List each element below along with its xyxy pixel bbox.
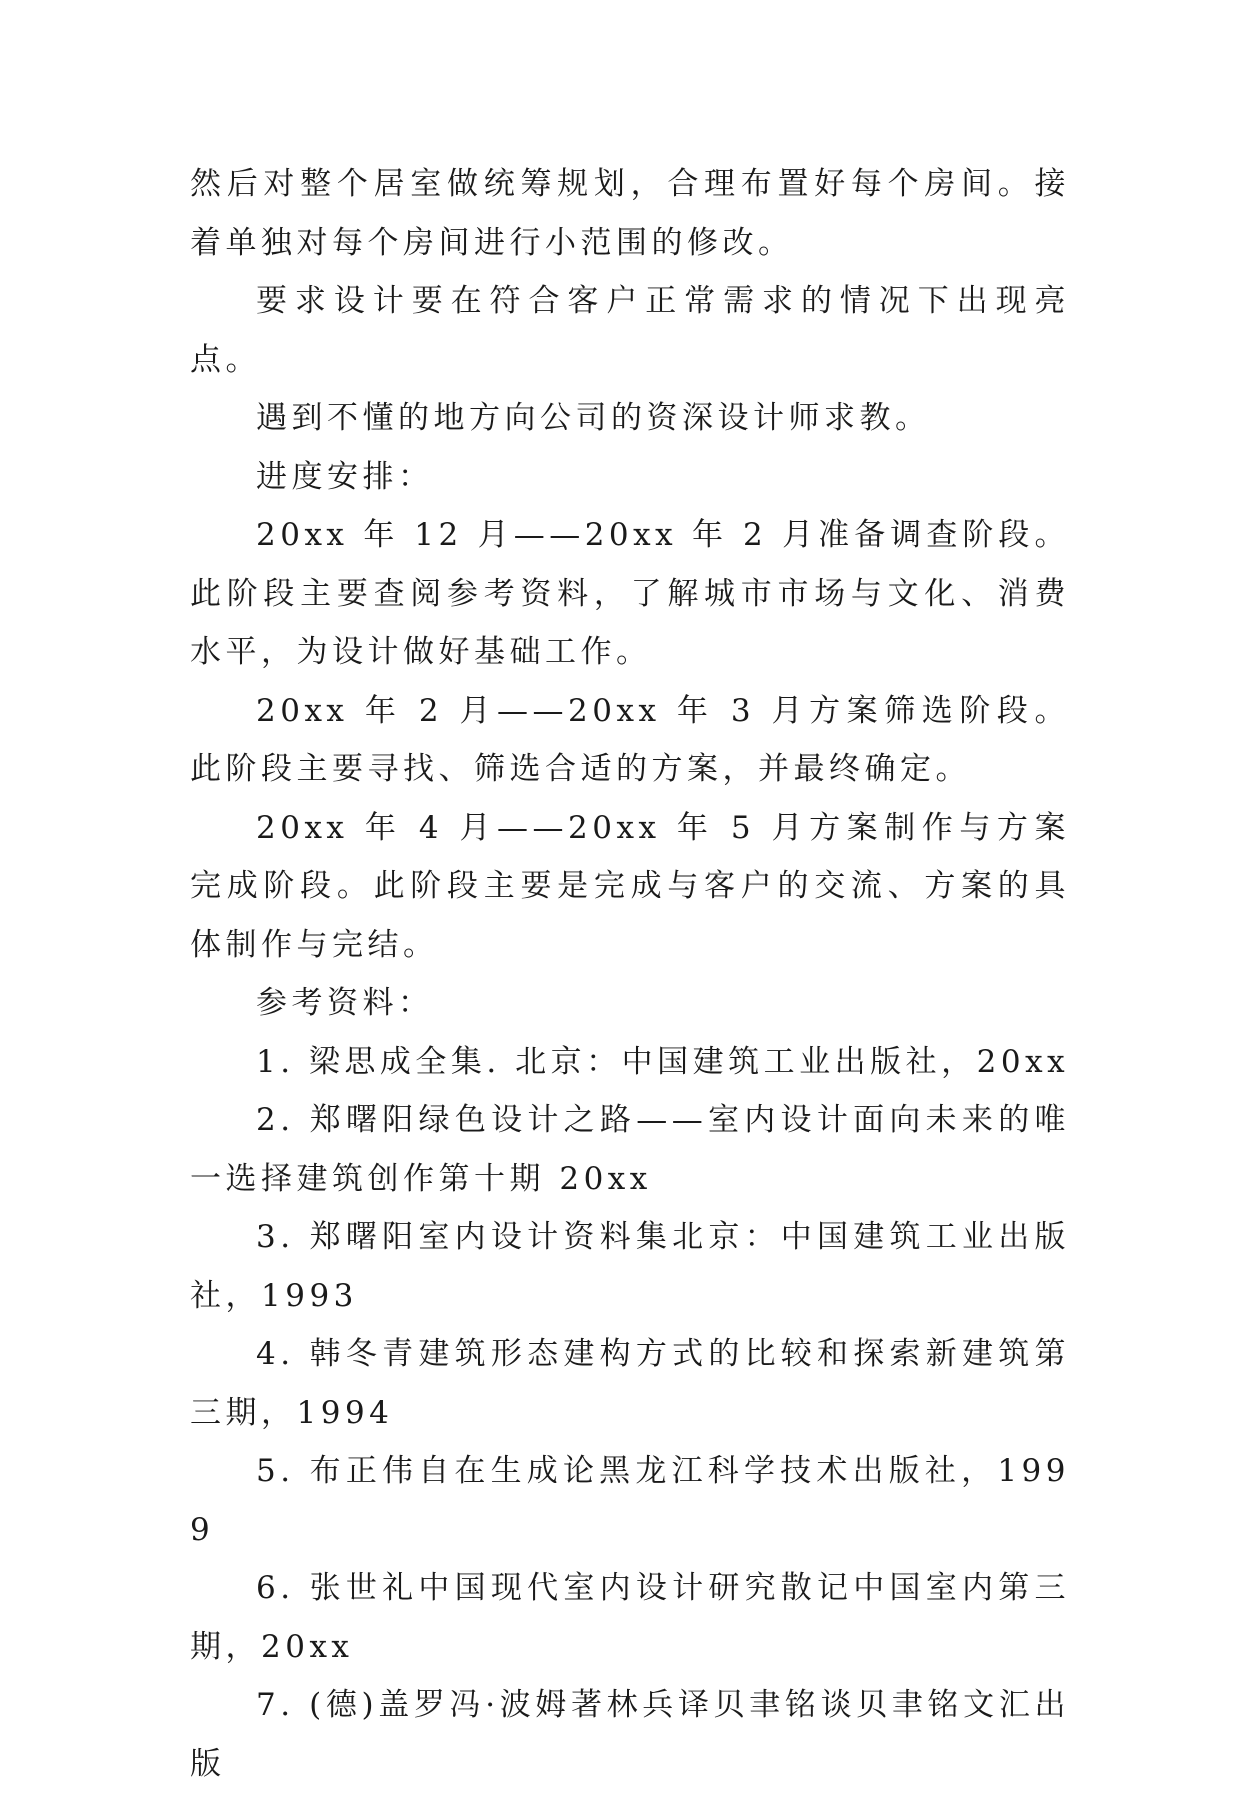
reference-item-4: 4. 韩冬青建筑形态建构方式的比较和探索新建筑第三期，1994 (190, 1336, 1070, 1431)
paragraph-design-requirement: 要求设计要在符合客户正常需求的情况下出现亮点。 (190, 283, 1070, 378)
reference-item-3: 3. 郑曙阳室内设计资料集北京：中国建筑工业出版社，1993 (190, 1219, 1070, 1314)
document-body (190, 155, 1070, 1793)
heading-schedule: 进度安排： (256, 458, 434, 495)
paragraph-continuation: 然后对整个居室做统筹规划，合理布置好每个房间。接着单独对每个房间进行小范围的修改。 (190, 166, 1070, 261)
reference-item-5: 5. 布正伟自在生成论黑龙江科学技术出版社，1999 (190, 1453, 1070, 1548)
reference-item-6: 6. 张世礼中国现代室内设计研究散记中国室内第三期，20xx (190, 1570, 1070, 1665)
reference-item-2: 2. 郑曙阳绿色设计之路——室内设计面向未来的唯一选择建筑创作第十期 20xx (190, 1102, 1070, 1197)
heading-references: 参考资料： (256, 985, 434, 1021)
reference-item-1: 1. 梁思成全集. 北京：中国建筑工业出版社，20xx (256, 1043, 1070, 1080)
paragraph-ask-senior-designer: 遇到不懂的地方向公司的资深设计师求教。 (256, 400, 931, 436)
schedule-item-2: 20xx 年 2 月——20xx 年 3 月方案筛选阶段。此阶段主要寻找、筛选合适的方案，并最终确定。 (190, 692, 1070, 787)
schedule-item-1: 20xx 年 12 月——20xx 年 2 月准备调查阶段。此阶段主要查阅参考资料，了解城市市场与文化、消费水平，为设计做好基础工作。 (190, 517, 1070, 670)
schedule-item-3: 20xx 年 4 月——20xx 年 5 月方案制作与方案完成阶段。此阶段主要是完成与客户的交流、方案的具体制作与完结。 (190, 809, 1070, 963)
reference-item-7: 7. (德)盖罗冯·波姆著林兵译贝聿铭谈贝聿铭文汇出版 (190, 1687, 1070, 1782)
